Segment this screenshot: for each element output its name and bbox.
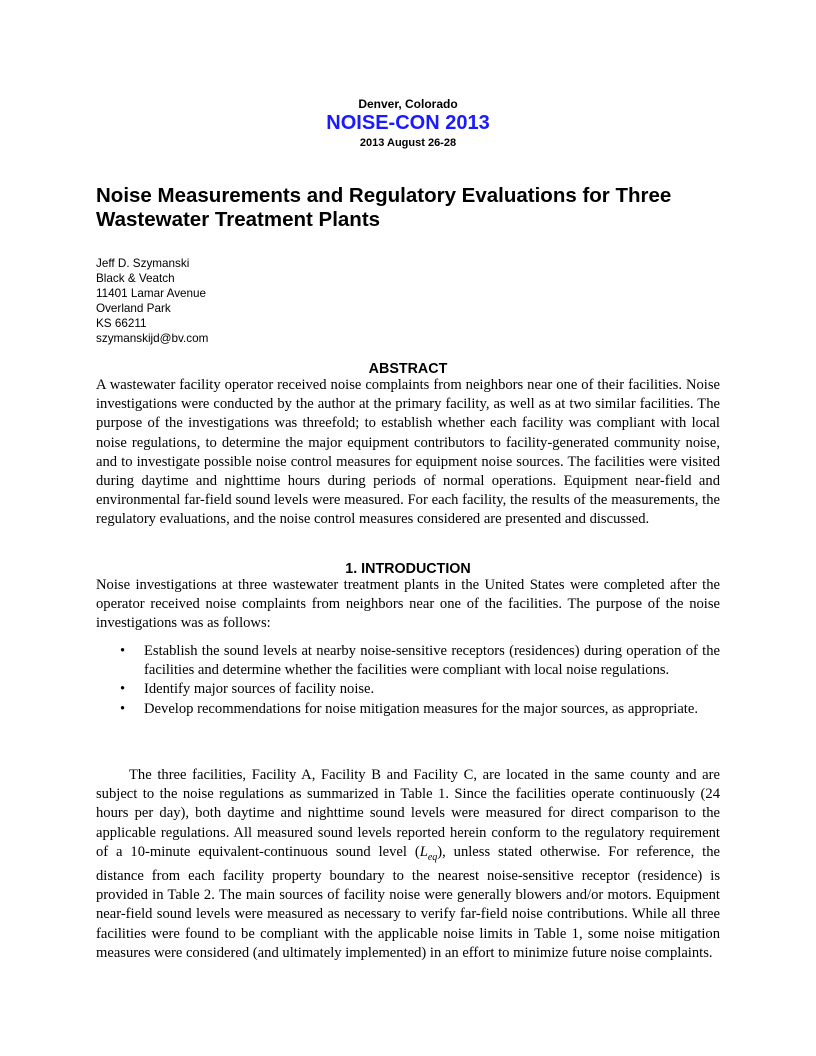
paragraph-2-text-before: The three facilities, Facility A, Facility B and Facility C, are located in the same county and are subject to the noise regulations as summarized in Table 1. Since the facilities operate continuously (24 hours per day), both daytime and nighttime sound levels were measured for direct comparison to the applicable regulations. All measured sound levels reported herein conform to the regulatory requirement of a 10-minute equivalent-continuous sound level ( <box>96 767 720 860</box>
list-item: • Establish the sound levels at nearby noise-sensitive receptors (residences) during operation of the facilities and determine whether the facilities were compliant with local noise regulations. <box>96 642 720 680</box>
introduction-bullet-list <box>96 642 720 719</box>
conference-dates: 2013 August 26-28 <box>359 137 457 149</box>
leq-symbol: L <box>419 843 428 860</box>
introduction-heading: 1. INTRODUCTION <box>345 561 471 577</box>
author-block <box>96 256 208 346</box>
author-organization: Black & Veatch <box>96 272 175 285</box>
list-item: • Identify major sources of facility noise. <box>96 680 720 699</box>
conference-name: NOISE-CON 2013 <box>326 112 490 134</box>
author-city: Overland Park <box>96 302 171 315</box>
leq-subscript: eq <box>427 851 438 863</box>
abstract-heading: ABSTRACT <box>368 361 448 377</box>
paragraph-2-text-after: ), unless stated otherwise. For reference, the distance from each facility property boundary to the nearest noise-sensitive receptor (residence) is provided in Table 2. The main sources of facility noise were generally blowers and/or motors. Equipment near-field sound levels were measured as necessary to verify far-field noise contributions. While all three facilities were found to be compliant with the applicable noise limits in Table 1, some noise mitigation measures were considered (and ultimately implemented) in an effort to minimize future noise complaints. <box>96 843 720 961</box>
conference-location: Denver, Colorado <box>358 97 458 111</box>
list-item: • Develop recommendations for noise mitigation measures for the major sources, as appropriate. <box>96 700 720 719</box>
author-email: szymanskijd@bv.com <box>96 332 209 345</box>
author-name: Jeff D. Szymanski <box>96 257 190 270</box>
author-state-zip: KS 66211 <box>96 317 147 330</box>
paper-title: Noise Measurements and Regulatory Evaluations for Three Wastewater Treatment Plants <box>96 184 672 231</box>
introduction-paragraph-2 <box>96 766 720 963</box>
introduction-paragraph-1: Noise investigations at three wastewater treatment plants in the United States were completed after the operator received noise complaints from neighbors near one of the facilities. The purpose of the noise investigations was as follows: <box>96 577 720 632</box>
abstract-text: A wastewater facility operator received noise complaints from neighbors near one of their facilities. Noise investigations were conducted by the author at the primary facility, as well as at two similar facilities. The purpose of the investigations was threefold; to establish whether each facility was compliant with local noise regulations, to determine the major equipment contributors to facility-generated community noise, and to investigate possible noise control measures for equipment noise sources. The facilities were visited during daytime and nighttime hours during periods of normal operations. Equipment near-field and environmental far-field sound levels were measured. For each facility, the results of the measurements, the regulatory evaluations, and the noise control measures considered are presented and discussed. <box>96 377 720 528</box>
author-street: 11401 Lamar Avenue <box>96 287 207 300</box>
